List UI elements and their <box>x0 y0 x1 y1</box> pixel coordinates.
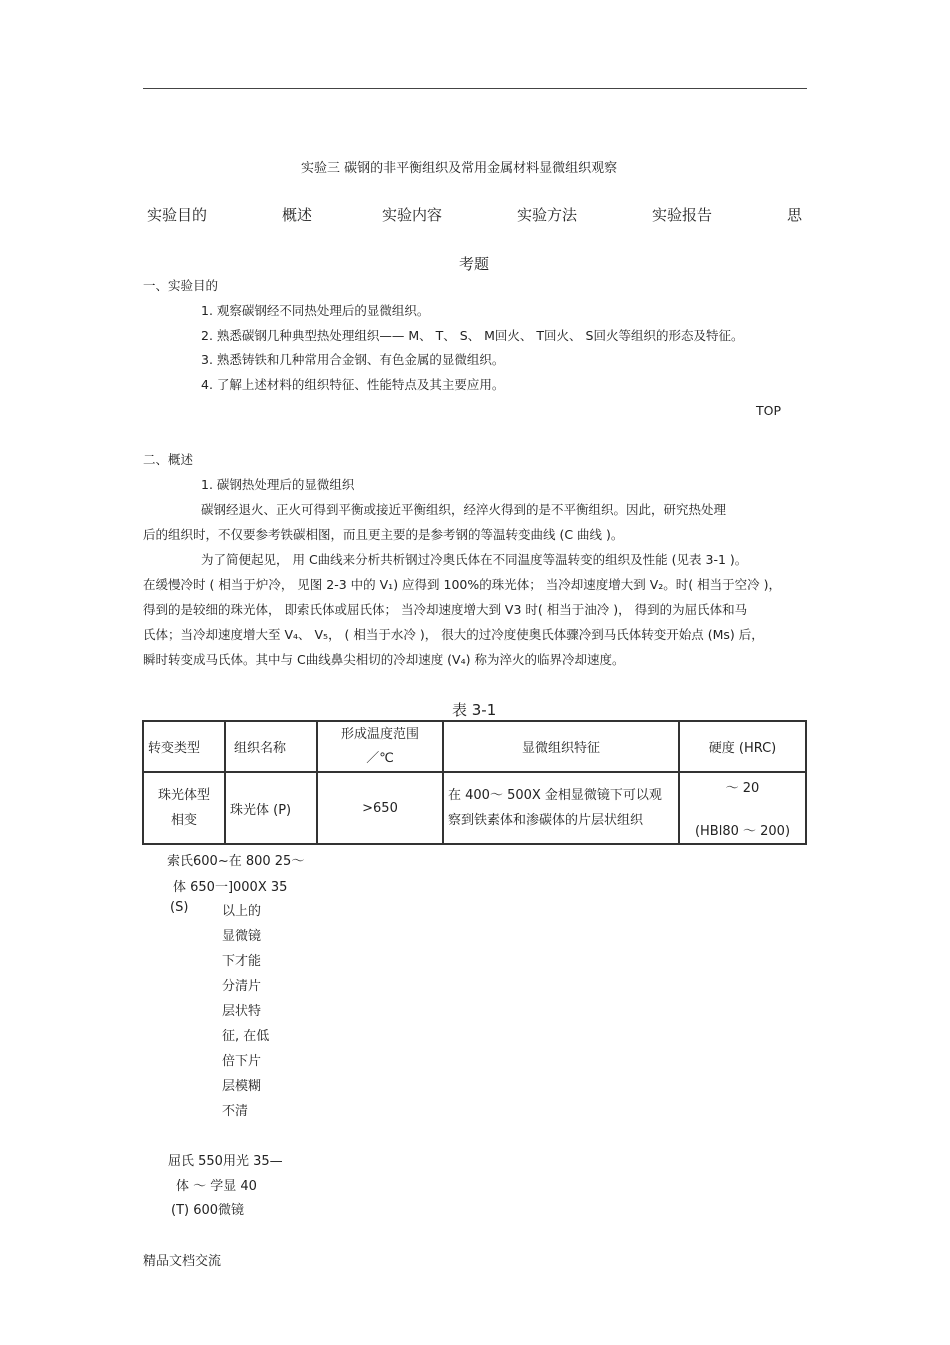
list-item: 2. 熟悉碳钢几种典型热处理组织—— M、 T、 S、 M回火、 T回火、 S回火等组织的形态及特征。 <box>201 328 744 343</box>
cell-line: (HBl80 ～ 200) <box>694 824 791 839</box>
cell-line: 相变 <box>170 813 197 828</box>
header-cell-line: ／℃ <box>366 750 394 766</box>
nav-link-purpose[interactable]: 实验目的 <box>147 206 208 224</box>
fragment-line: 下才能 <box>222 954 262 969</box>
fragment-line: 体 650一]000X 35 <box>173 880 288 895</box>
table-cell <box>143 772 225 844</box>
paragraph-line: 得到的是较细的珠光体， 即索氏体或屈氏体； 当冷却速度增大到 V3 时( 相当于油冷 )， 得到的为屈氏体和马 <box>143 602 748 617</box>
table-header-row <box>143 721 806 772</box>
table-cell: >650 <box>317 772 443 844</box>
header-cell: 转变类型 <box>143 721 225 772</box>
cell-line: ～ 20 <box>725 781 760 796</box>
header-cell: 硬度 (HRC) <box>679 721 806 772</box>
list-item: 1. 观察碳钢经不同热处理后的显微组织。 <box>201 303 430 318</box>
fragment-line: 征, 在低 <box>222 1029 270 1044</box>
paragraph-line: 氏体；当冷却速度增大至 V₄、 V₅， ( 相当于水冷 )， 很大的过冷度使奥氏体骤冷到马氏体转变开始点 (Ms) 后， <box>143 627 764 642</box>
cell-line: 察到铁素体和渗碳体的片层状组织 <box>448 813 644 828</box>
section-heading: 一、实验目的 <box>143 278 219 293</box>
subheading: 1. 碳钢热处理后的显微组织 <box>201 477 355 492</box>
cell-line: 珠光体型 <box>157 788 210 803</box>
fragment-line: 以上的 <box>222 904 262 919</box>
table-row <box>143 772 806 844</box>
nav-link-questions[interactable]: 思 <box>787 206 803 224</box>
paragraph-line: 瞬时转变成马氏体。其中与 C曲线鼻尖相切的冷却速度 (V₄) 称为淬火的临界冷却速度。 <box>143 652 625 667</box>
fragment-line: 显微镜 <box>222 929 262 944</box>
list-item: 4. 了解上述材料的组织特征、性能特点及其主要应用。 <box>201 377 505 392</box>
page-footer: 精品文档交流 <box>143 1254 222 1269</box>
cell-line: 在 400～ 500X 金相显微镜下可以观 <box>448 788 662 803</box>
header-cell: 组织名称 <box>225 721 317 772</box>
top-link[interactable]: TOP <box>756 403 782 418</box>
fragment-line: 倍下片 <box>222 1054 262 1069</box>
paragraph-line: 为了简便起见， 用 C曲线来分析共析钢过冷奥氏体在不同温度等温转变的组织及性能 (见表 3-1 )。 <box>201 552 748 567</box>
list-item: 3. 熟悉铸铁和几种常用合金钢、有色金属的显微组织。 <box>201 352 505 367</box>
nav-link-method[interactable]: 实验方法 <box>517 206 578 224</box>
fragment-line: 分清片 <box>222 979 262 994</box>
paragraph-line: 碳钢经退火、正火可得到平衡或接近平衡组织，经淬火得到的是不平衡组织。因此，研究热处理 <box>201 502 727 517</box>
fragment-line: 屈氏 550用光 35— <box>168 1154 283 1169</box>
nav-link-questions-wrap[interactable]: 考题 <box>459 255 490 273</box>
section-heading: 二、概述 <box>143 452 194 467</box>
nav-link-content[interactable]: 实验内容 <box>382 206 443 224</box>
fragment-line: 索氏600~在 800 25～ <box>167 854 305 869</box>
fragment-line: 层状特 <box>222 1004 262 1019</box>
header-cell-line: 形成温度范围 <box>340 726 419 742</box>
table-cell <box>679 772 806 844</box>
paragraph-line: 后的组织时，不仅要参考铁碳相图，而且更主要的是参考钢的等温转变曲线 (C 曲线 )。 <box>143 527 624 542</box>
page-title: 实验三 碳钢的非平衡组织及常用金属材料显微组织观察 <box>301 161 618 176</box>
fragment-line: (S) <box>170 900 189 915</box>
nav-link-overview[interactable]: 概述 <box>282 206 313 224</box>
header-cell: 显微组织特征 <box>443 721 679 772</box>
fragment-line: 层模糊 <box>222 1079 262 1094</box>
header-cell <box>317 721 443 772</box>
top-rule <box>143 88 807 89</box>
transformation-table <box>142 720 807 845</box>
fragment-line: (T) 600微镜 <box>171 1203 245 1218</box>
nav-link-report[interactable]: 实验报告 <box>652 206 713 224</box>
table-cell: 珠光体 (P) <box>225 772 317 844</box>
paragraph-line: 在缓慢冷时 ( 相当于炉冷， 见图 2-3 中的 V₁) 应得到 100%的珠光体； 当冷却速度增大到 V₂。时( 相当于空冷 )， <box>143 577 781 592</box>
table-cell <box>443 772 679 844</box>
fragment-line: 体 ～ 学显 40 <box>176 1179 257 1194</box>
table-caption: 表 3-1 <box>452 701 497 719</box>
fragment-line: 不清 <box>222 1104 249 1119</box>
